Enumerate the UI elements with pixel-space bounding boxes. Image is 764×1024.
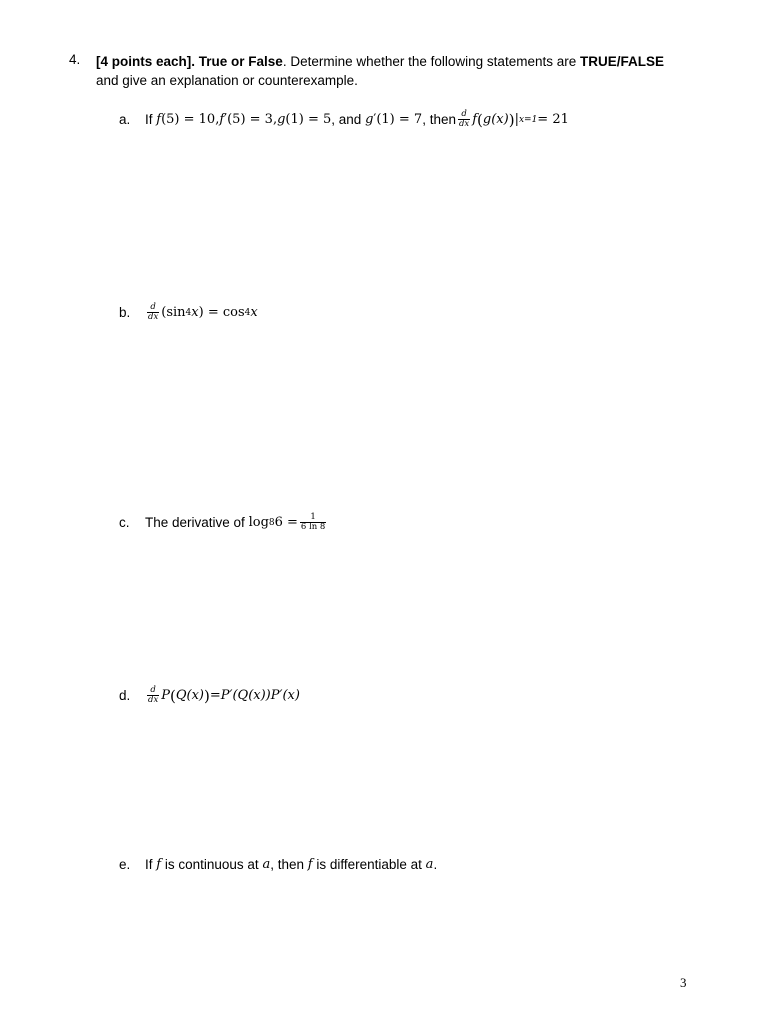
instruction-text-1: . Determine whether the following statements are [282,54,580,69]
math: ′(1) = 7 [373,112,423,127]
statement-e-label: e. [119,857,131,872]
math: g [365,112,374,127]
instruction-text-2: and give an explanation or counterexample. [96,73,358,88]
math: f [472,112,478,127]
statement-b [119,303,258,322]
text: If [145,857,153,872]
frac-den: dx [458,119,470,129]
derivative-fraction [147,686,159,705]
frac-den: 6 ln 8 [300,522,326,532]
statement-c [119,513,328,532]
points-label: [4 points each]. [96,54,196,69]
math: = 21 [537,112,569,127]
math: ( [477,110,483,129]
statement-d-label: d. [119,688,131,703]
value-fraction [300,513,326,532]
math: 4 [244,307,251,318]
text: , then [270,857,304,872]
text: . [433,857,438,872]
text: The derivative of [145,515,245,530]
statement-a-prefix: If [145,112,153,127]
math: (x) [491,112,509,127]
frac-num: 1 [310,512,316,522]
frac-num: d [150,685,156,695]
math: a [262,857,271,872]
math: P [161,688,170,703]
math: 8 [268,517,275,528]
statement-d [119,686,300,705]
derivative-fraction [458,110,470,129]
statement-c-label: c. [119,515,130,530]
question-number: 4. [69,52,81,67]
math: x [191,305,199,320]
math: x [250,305,258,320]
math: f [219,112,225,127]
math: f [307,857,313,872]
math: 4 [185,307,192,318]
page-number: 3 [680,975,687,990]
frac-den: dx [148,695,159,705]
math: (sin [161,305,186,320]
math: ( [170,686,176,705]
math: f [156,112,162,127]
text: , then [422,112,456,127]
tf-caps: TRUE/FALSE [579,54,664,69]
question-header [96,52,706,90]
math: g [277,112,286,127]
text: is continuous at [164,857,259,872]
statement-b-label: b. [119,305,131,320]
math: 6 = [274,515,298,530]
math: ) [508,110,515,129]
statement-a-label: a. [119,112,131,127]
math: = [209,688,221,703]
frac-num: d [150,302,156,312]
math: | [514,112,519,127]
math: a [425,857,434,872]
tf-label: True or False [198,54,283,69]
math: (1) = 5 [285,112,332,127]
text: is differentiable at [316,857,422,872]
math: ) = cos [198,305,245,320]
frac-den: dx [148,312,159,322]
math: x=1 [518,114,538,125]
derivative-fraction [147,303,159,322]
math: f [156,857,162,872]
math: ) [204,686,210,705]
math: log [248,515,269,530]
math: g [482,112,492,127]
text: , and [331,112,362,127]
math: (5) = 10, [161,112,220,127]
frac-num: d [461,109,467,119]
math: Q(x) [175,688,204,703]
math: ′(5) = 3, [224,112,278,127]
statement-e [119,857,437,872]
math: P′(Q(x))P′(x) [220,688,300,703]
statement-a [119,110,569,129]
